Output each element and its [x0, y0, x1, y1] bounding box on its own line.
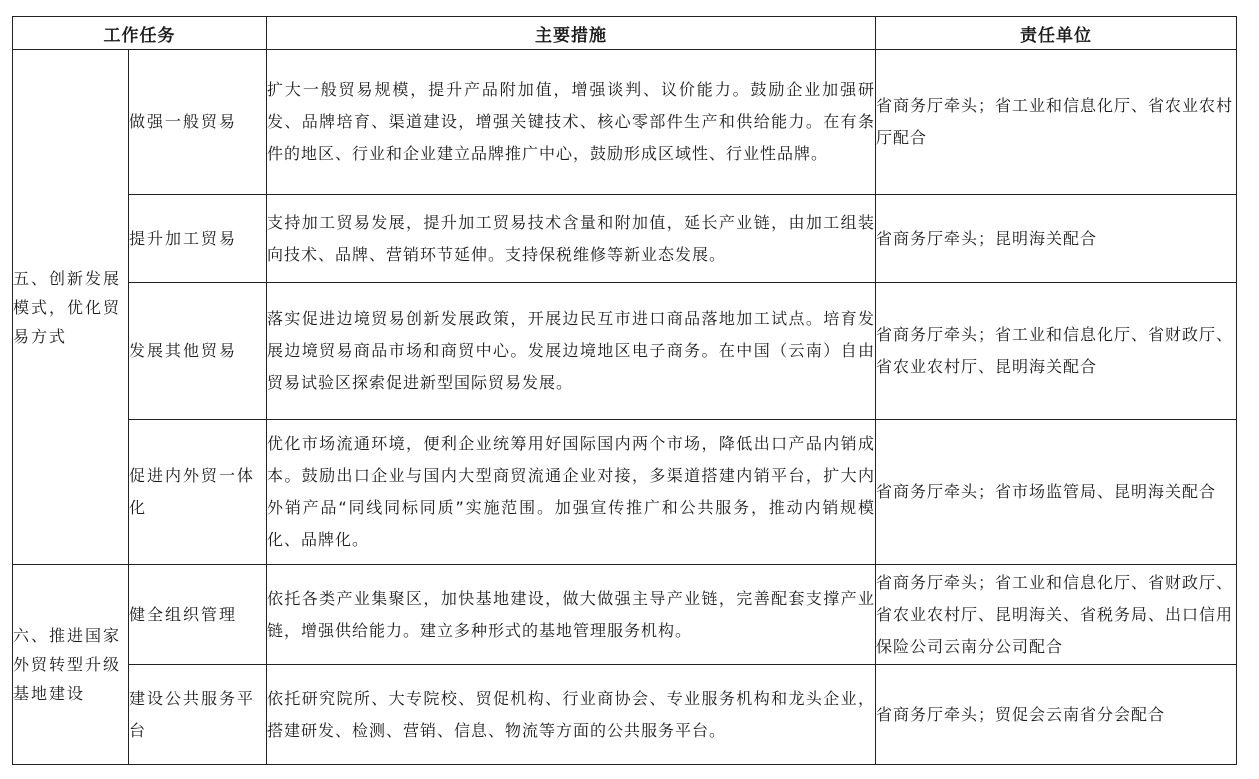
measures-cell: 扩大一般贸易规模，提升产品附加值，增强谈判、议价能力。鼓励企业加强研发、品牌培育、渠道建设，增强关键技术、核心零部件生产和供给能力。在有条件的地区、行业和企业建立品牌推广中心，鼓励形成区域性、行业性品牌。: [267, 50, 876, 195]
header-unit: 责任单位: [876, 17, 1237, 50]
measures-cell: 优化市场流通环境，便利企业统筹用好国际国内两个市场，降低出口产品内销成本。鼓励出口企业与国内大型商贸流通企业对接，多渠道搭建内销平台，扩大内外销产品“同线同标同质”实施范围。加强宣传推广和公共服务，推动内销规模化、品牌化。: [267, 420, 876, 565]
unit-cell: 省商务厅牵头；省市场监管局、昆明海关配合: [876, 420, 1237, 565]
measures-cell: 依托各类产业集聚区，加快基地建设，做大做强主导产业链，完善配套支撑产业链，增强供给能力。建立多种形式的基地管理服务机构。: [267, 565, 876, 665]
measures-cell: 落实促进边境贸易创新发展政策，开展边民互市进口商品落地加工试点。培育发展边境贸易商品市场和商贸中心。发展边境地区电子商务。在中国（云南）自由贸易试验区探索促进新型国际贸易发展。: [267, 283, 876, 420]
task-cell: 提升加工贸易: [129, 195, 267, 283]
table-row: [13, 283, 1237, 420]
category-cell: 六、推进国家外贸转型升级基地建设: [13, 565, 129, 765]
header-task: 工作任务: [13, 17, 267, 50]
unit-cell: 省商务厅牵头；贸促会云南省分会配合: [876, 665, 1237, 765]
unit-cell: 省商务厅牵头；昆明海关配合: [876, 195, 1237, 283]
task-cell: 建设公共服务平台: [129, 665, 267, 765]
header-row: [13, 17, 1237, 50]
unit-cell: 省商务厅牵头；省工业和信息化厅、省财政厅、省农业农村厅、昆明海关、省税务局、出口信用保险公司云南分公司配合: [876, 565, 1237, 665]
measures-cell: 支持加工贸易发展，提升加工贸易技术含量和附加值，延长产业链，由加工组装向技术、品牌、营销环节延伸。支持保税维修等新业态发展。: [267, 195, 876, 283]
table-row: [13, 195, 1237, 283]
table-row: [13, 665, 1237, 765]
task-cell: 促进内外贸一体化: [129, 420, 267, 565]
task-table: [12, 16, 1237, 765]
table-row: [13, 50, 1237, 195]
table-row: [13, 420, 1237, 565]
unit-cell: 省商务厅牵头；省工业和信息化厅、省财政厅、省农业农村厅、昆明海关配合: [876, 283, 1237, 420]
task-cell: 健全组织管理: [129, 565, 267, 665]
header-measures: 主要措施: [267, 17, 876, 50]
category-cell: 五、创新发展模式，优化贸易方式: [13, 50, 129, 565]
task-cell: 发展其他贸易: [129, 283, 267, 420]
table-row: [13, 565, 1237, 665]
unit-cell: 省商务厅牵头；省工业和信息化厅、省农业农村厅配合: [876, 50, 1237, 195]
measures-cell: 依托研究院所、大专院校、贸促机构、行业商协会、专业服务机构和龙头企业，搭建研发、检测、营销、信息、物流等方面的公共服务平台。: [267, 665, 876, 765]
task-cell: 做强一般贸易: [129, 50, 267, 195]
